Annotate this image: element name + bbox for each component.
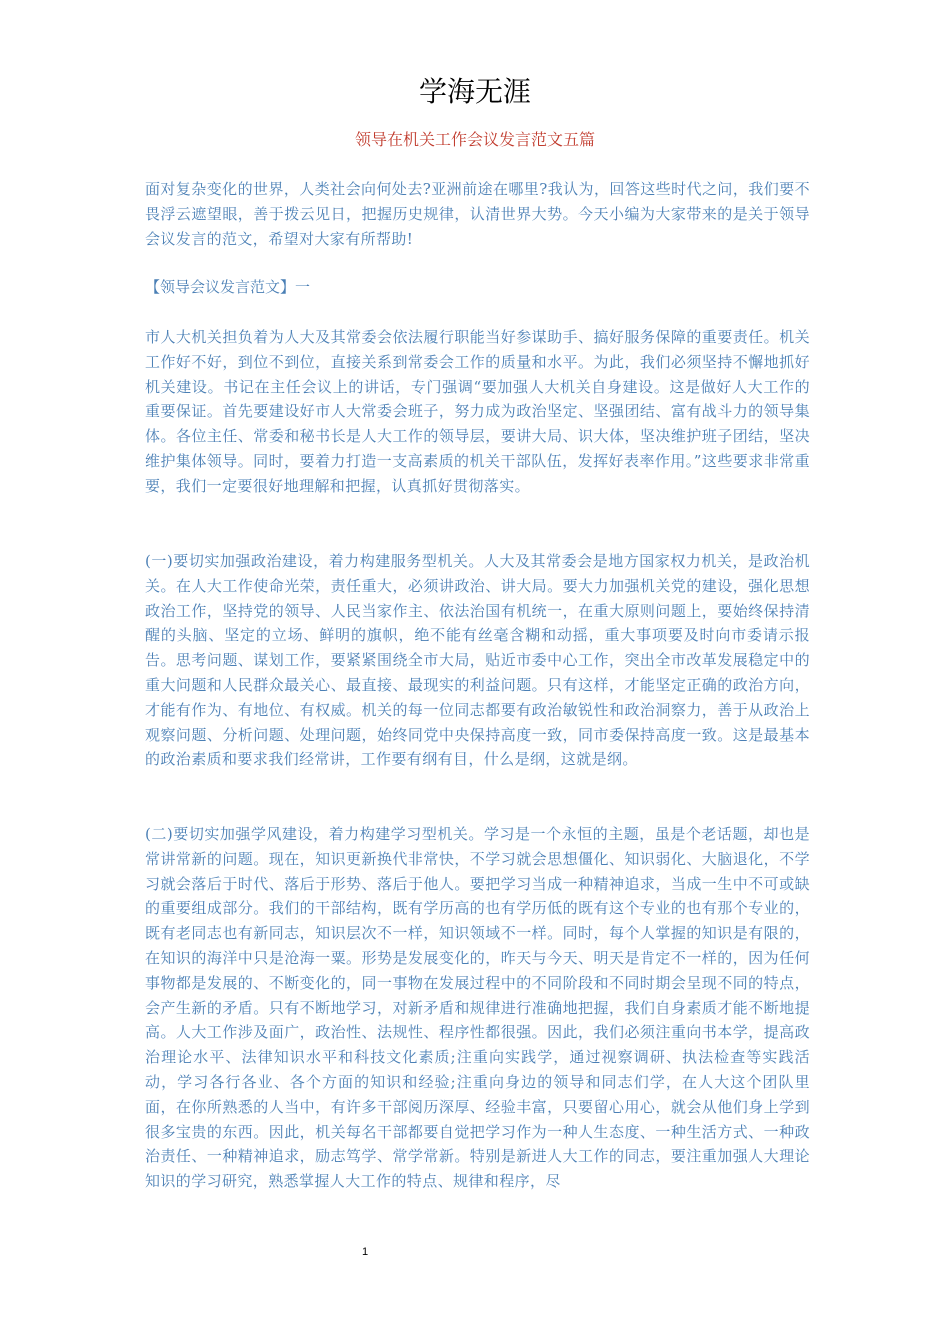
paragraph-text: 市人大机关担负着为人大及其常委会依法履行职能当好参谋助手、搞好服务保障的重要责任。机关工作好不好，到位不到位，直接关系到常委会工作的质量和水平。为此，我们必须坚持不懈地抓好机关建设。书记在主任会议上的讲话，专门强调“要加强人大机关自身建设。这是做好人大工作的重要保证。首先要建设好市人大常委会班子，努力成为政治坚定、坚强团结、富有战斗力的领导集体。各位主任、常委和秘书长是人大工作的领导层，要讲大局、识大体，坚决维护班子团结，坚决维护集体领导。同时，要着力打造一支高素质的机关干部队伍，发挥好表率作用。”这些要求非常重要，我们一定要很好地理解和把握，认真抓好贯彻落实。 xyxy=(145,328,810,495)
intro-paragraph xyxy=(145,177,810,251)
paragraph-2 xyxy=(145,549,810,772)
section-heading: 【领导会议发言范文】一 xyxy=(145,278,311,296)
paragraph-1 xyxy=(145,325,810,499)
intro-text: 面对复杂变化的世界，人类社会向何处去?亚洲前途在哪里?我认为，回答这些时代之问，我们要不畏浮云遮望眼，善于拨云见日，把握历史规律，认清世界大势。今天小编为大家带来的是关于领导会议发言的范文，希望对大家有所帮助! xyxy=(145,180,810,248)
document-title: 领导在机关工作会议发言范文五篇 xyxy=(354,130,595,149)
paragraph-3 xyxy=(145,822,810,1194)
paragraph-text: (一)要切实加强政治建设，着力构建服务型机关。人大及其常委会是地方国家权力机关，是政治机关。在人大工作使命光荣，责任重大，必须讲政治、讲大局。要大力加强机关党的建设，强化思想政治工作，坚持党的领导、人民当家作主、依法治国有机统一，在重大原则问题上，要始终保持清醒的头脑、坚定的立场、鲜明的旗帜，绝不能有丝毫含糊和动摇，重大事项要及时向市委请示报告。思考问题、谋划工作，要紧紧围绕全市大局，贴近市委中心工作，突出全市改革发展稳定中的重大问题和人民群众最关心、最直接、最现实的利益问题。只有这样，才能坚定正确的政治方向，才能有作为、有地位、有权威。机关的每一位同志都要有政治敏锐性和政治洞察力，善于从政治上观察问题、分析问题、处理问题，始终同党中央保持高度一致，同市委保持高度一致。这是最基本的政治素质和要求我们经常讲，工作要有纲有目，什么是纲，这就是纲。 xyxy=(145,552,810,769)
paragraph-text: (二)要切实加强学风建设，着力构建学习型机关。学习是一个永恒的主题，虽是个老话题，却也是常讲常新的问题。现在，知识更新换代非常快，不学习就会思想僵化、知识弱化、大脑退化，不学习就会落后于时代、落后于形势、落后于他人。要把学习当成一种精神追求，当成一生中不可或缺的重要组成部分。我们的干部结构，既有学历高的也有学历低的既有这个专业的也有那个专业的，既有老同志也有新同志，知识层次不一样，知识领域不一样。同时，每个人掌握的知识是有限的，在知识的海洋中只是沧海一粟。形势是发展变化的，昨天与今天、明天是肯定不一样的，因为任何事物都是发展的、不断变化的，同一事物在发展过程中的不同阶段和不同时期会呈现不同的特点，会产生新的矛盾。只有不断地学习，对新矛盾和规律进行准确地把握，我们自身素质才能不断地提高。人大工作涉及面广，政治性、法规性、程序性都很强。因此，我们必须注重向书本学，提高政治理论水平、法律知识水平和科技文化素质;注重向实践学，通过视察调研、执法检查等实践活动，学习各行各业、各个方面的知识和经验;注重向身边的领导和同志们学，在人大这个团队里面，在你所熟悉的人当中，有许多干部阅历深厚、经验丰富，只要留心用心，就会从他们身上学到很多宝贵的东西。因此，机关每名干部都要自觉把学习作为一种人生态度、一种生活方式、一种政治责任、一种精神追求，励志笃学、常学常新。特别是新进人大工作的同志，要注重加强人大理论知识的学习研究，熟悉掌握人大工作的特点、规律和程序，尽 xyxy=(145,825,810,1191)
page-number: 1 xyxy=(361,1246,369,1258)
header-title: 学海无涯 xyxy=(418,75,531,108)
